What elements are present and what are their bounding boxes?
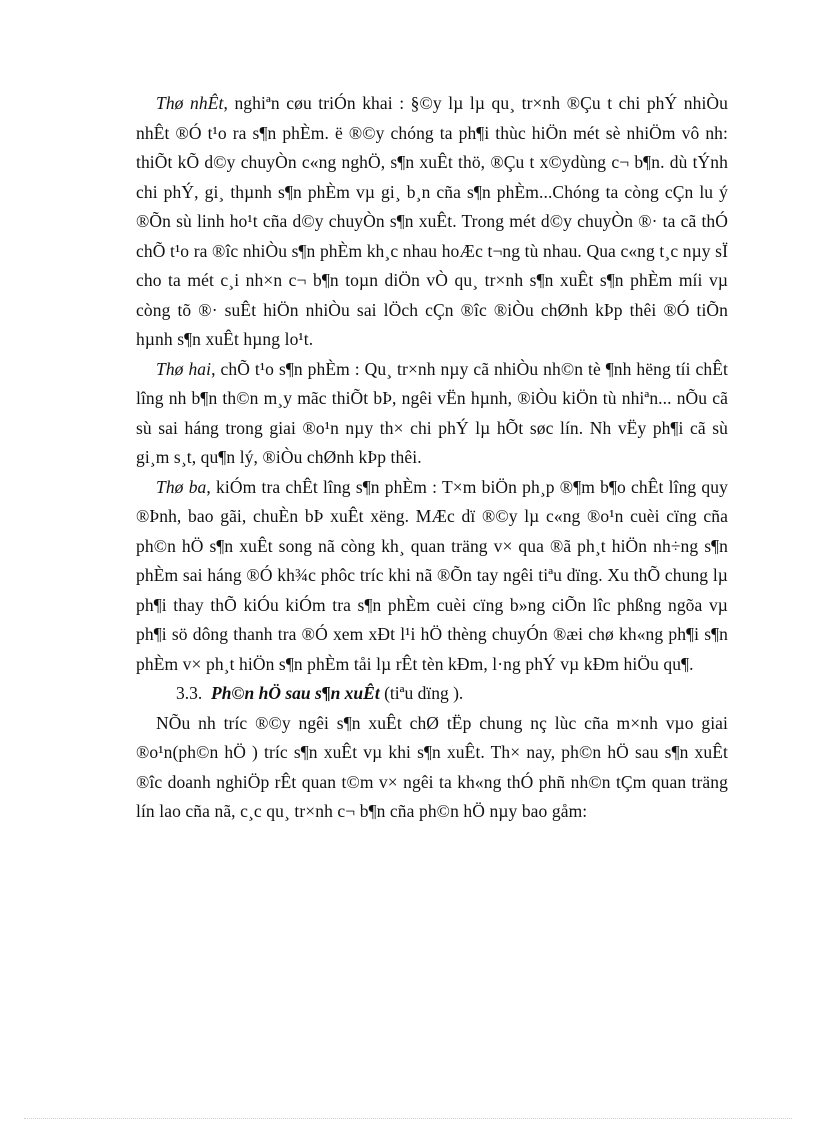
page-bottom-divider xyxy=(24,1118,792,1119)
paragraph-lead: Thø hai xyxy=(156,358,212,379)
section-number: 3.3. xyxy=(176,683,203,703)
document-body xyxy=(136,89,728,827)
paragraph-third-stage xyxy=(136,473,728,680)
paragraph-lead: Thø nhÊt xyxy=(156,93,224,113)
paragraph-first-stage xyxy=(136,89,728,355)
paragraph-second-stage xyxy=(136,355,728,473)
paragraph-text: , kiÓm tra chÊt lîng s¶n phÈm : T×m biÖn ph¸p ®¶m b¶o chÊt lîng quy ®Þnh, bao gãi, chuÈn bÞ xuÊt xëng. MÆc dï ®©y lµ c«ng ®o¹n cuèi cïng cña ph©n hÖ s¶n xuÊt song nã còng kh¸ quan träng v× qua ®ã ph¸t hiÖn nh÷ng s¶n phÈm sai háng ®Ó kh¾c phôc tríc khi nã ®Õn tay ngêi tiªu dïng. Xu thÕ chung lµ ph¶i thay thÕ kiÓu kiÓm tra s¶n phÈm cuèi cïng b»ng ciÕn lîc phßng ngõa vµ ph¶i sö dông thanh tra ®Ó xem xÐt l¹i hÖ thèng chuyÓn ®æi chø kh«ng ph¶i s¶n phÈm v× ph¸t hiÖn s¶n phÈm tåi lµ rÊt tèn kÐm, l·ng phÝ vµ kÐm hiÖu qu¶. xyxy=(136,476,728,674)
paragraph-post-production xyxy=(136,709,728,827)
section-suffix: (tiªu dïng ). xyxy=(379,683,464,703)
section-title: Ph©n hÖ sau s¶n xuÊt xyxy=(211,683,380,703)
paragraph-text: , nghiªn cøu triÓn khai : §©y lµ lµ qu¸ tr×nh ®Çu t chi phÝ nhiÒu nhÊt ®Ó t¹o ra s¶n phÈm. ë ®©y chóng ta ph¶i thùc hiÖn mét sè nhiÖm vô nh: thiÕt kÕ d©y chuyÒn c«ng nghÖ, s¶n xuÊt thö, ®Çu t x©ydùng c¬ b¶n. dù tÝnh chi phÝ, gi¸ thµnh s¶n phÈm vµ gi¸ b¸n cña s¶n phÈm...Chóng ta còng cÇn lu ý ®Õn sù linh ho¹t cña d©y chuyÒn s¶n xuÊt. Trong mét d©y chuyÒn ®· ta cã thÓ chÕ t¹o ra ®îc nhiÒu s¶n phÈm kh¸c nhau hoÆc t¬ng tù nhau. Qua c«ng t¸c nµy sÏ cho ta mét c¸i nh×n c¬ b¶n toµn diÖn vÒ qu¸ tr×nh s¶n xuÊt s¶n phÈm míi vµ còng tõ ®· suÊt hiÖn nhiÒu sai lÖch cÇn ®îc ®iÒu chØnh kÞp thêi ®Ó tiÕn hµnh s¶n xuÊt hµng lo¹t. xyxy=(136,93,728,349)
paragraph-text: , chÕ t¹o s¶n phÈm : Qu¸ tr×nh nµy cã nhiÒu nh©n tè ¶nh hëng tíi chÊt lîng nh b¶n th©n m¸y mãc thiÕt bÞ, ngêi vËn hµnh, ®iÒu kiÖn tù nhiªn... nÕu cã sù sai háng trong giai ®o¹n nµy th× chi phÝ lµ hÕt søc lín. Nh vËy ph¶i cã sù gi¸m s¸t, qu¶n lý, ®iÒu chØnh kÞp thêi. xyxy=(136,358,728,467)
paragraph-text: NÕu nh tríc ®©y ngêi s¶n xuÊt chØ tËp chung nç lùc cña m×nh vµo giai ®o¹n(ph©n hÖ ) tríc s¶n xuÊt vµ khi s¶n xuÊt. Th× nay, ph©n hÖ sau s¶n xuÊt ®îc doanh nghiÖp rÊt quan t©m v× ngêi ta kh«ng thÓ phñ nh©n tÇm quan träng lín lao cña nã, c¸c qu¸ tr×nh c¬ b¶n cña ph©n hÖ nµy bao gåm: xyxy=(136,712,728,821)
paragraph-lead: Thø ba xyxy=(156,476,207,497)
section-heading xyxy=(136,679,728,709)
